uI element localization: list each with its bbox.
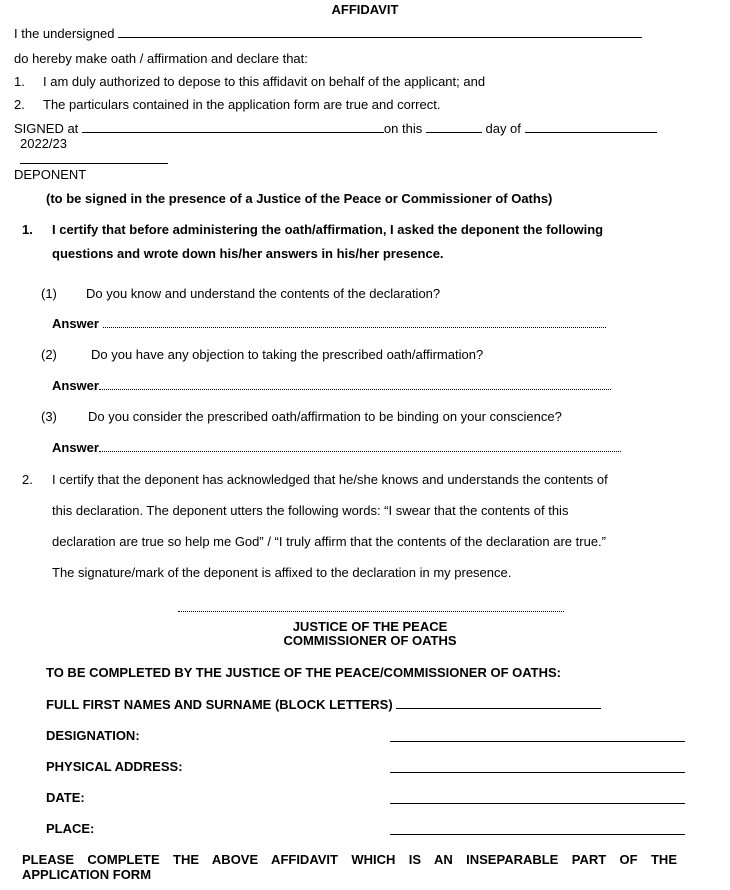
on-this-label: on this	[383, 121, 423, 136]
jp-signature-line[interactable]	[178, 611, 564, 612]
answer-row-2	[52, 378, 611, 393]
signed-at-label: SIGNED at	[14, 121, 79, 136]
answer-row-1	[52, 316, 606, 331]
question-num-3: (3)	[41, 409, 57, 424]
month-field[interactable]	[525, 121, 657, 133]
question-text-1: Do you know and understand the contents of the declaration?	[86, 286, 441, 301]
completion-heading: TO BE COMPLETED BY THE JUSTICE OF THE PEACE/COMMISSIONER OF OATHS:	[46, 665, 561, 680]
answer-field-3[interactable]	[99, 440, 621, 452]
place-label: PLACE:	[46, 821, 95, 836]
certify2-line4: The signature/mark of the deponent is affixed to the declaration in my presence.	[52, 565, 512, 580]
declaration-text-1: I am duly authorized to depose to this affidavit on behalf of the applicant; and	[43, 74, 486, 89]
day-of-label: day of	[485, 121, 521, 136]
footer-line2: APPLICATION FORM	[22, 867, 152, 882]
declaration-num-1: 1.	[14, 74, 25, 89]
day-field[interactable]	[426, 121, 482, 133]
undersigned-field[interactable]	[118, 26, 642, 38]
date-label: DATE:	[46, 790, 85, 805]
year-text: 2022/23	[20, 136, 67, 151]
place-field[interactable]	[390, 834, 685, 835]
page-title: AFFIDAVIT	[331, 2, 399, 17]
designation-field[interactable]	[390, 741, 685, 742]
certify2-line1: I certify that the deponent has acknowledged that he/she knows and understands the contents of	[52, 472, 608, 487]
undersigned-row	[14, 26, 642, 41]
physical-address-field[interactable]	[390, 772, 685, 773]
declaration-text-2: The particulars contained in the application form are true and correct.	[43, 97, 441, 112]
date-field[interactable]	[390, 803, 685, 804]
full-names-row	[46, 697, 601, 712]
oath-intro: do hereby make oath / affirmation and declare that:	[14, 51, 308, 66]
presence-note: (to be signed in the presence of a Justice of the Peace or Commissioner of Oaths)	[46, 191, 553, 206]
answer-field-2[interactable]	[99, 378, 611, 390]
deponent-signature-line[interactable]	[20, 163, 168, 164]
full-names-field[interactable]	[396, 697, 601, 709]
question-text-2: Do you have any objection to taking the prescribed oath/affirmation?	[91, 347, 484, 362]
footer-line1: PLEASE COMPLETE THE ABOVE AFFIDAVIT WHICH IS AN INSEPARABLE PART OF THE	[22, 852, 677, 867]
full-names-label: FULL FIRST NAMES AND SURNAME (BLOCK LETTERS)	[46, 697, 393, 712]
signed-at-field[interactable]	[82, 121, 384, 133]
certify1-line1: I certify that before administering the oath/affirmation, I asked the deponent the following	[52, 222, 604, 237]
answer-label-2: Answer	[52, 378, 99, 393]
answer-row-3	[52, 440, 621, 455]
certify2-num: 2.	[22, 472, 33, 487]
question-num-2: (2)	[41, 347, 57, 362]
certify2-line2: this declaration. The deponent utters the following words: “I swear that the contents of this	[52, 503, 569, 518]
signed-row	[14, 121, 657, 136]
physical-address-label: PHYSICAL ADDRESS:	[46, 759, 183, 774]
question-text-3: Do you consider the prescribed oath/affirmation to be binding on your conscience?	[88, 409, 562, 424]
designation-label: DESIGNATION:	[46, 728, 140, 743]
certify1-num: 1.	[22, 222, 33, 237]
answer-field-1[interactable]	[103, 316, 606, 328]
certify1-line2: questions and wrote down his/her answers in his/her presence.	[52, 246, 444, 261]
jp-title-line1: JUSTICE OF THE PEACE	[292, 619, 448, 634]
declaration-num-2: 2.	[14, 97, 25, 112]
deponent-label: DEPONENT	[14, 167, 87, 182]
certify2-line3: declaration are true so help me God” / “I truly affirm that the contents of the declaration are true.”	[52, 534, 606, 549]
answer-label-3: Answer	[52, 440, 99, 455]
question-num-1: (1)	[41, 286, 57, 301]
jp-title-line2: COMMISSIONER OF OATHS	[283, 633, 457, 648]
undersigned-label: I the undersigned	[14, 26, 115, 41]
answer-label-1: Answer	[52, 316, 99, 331]
